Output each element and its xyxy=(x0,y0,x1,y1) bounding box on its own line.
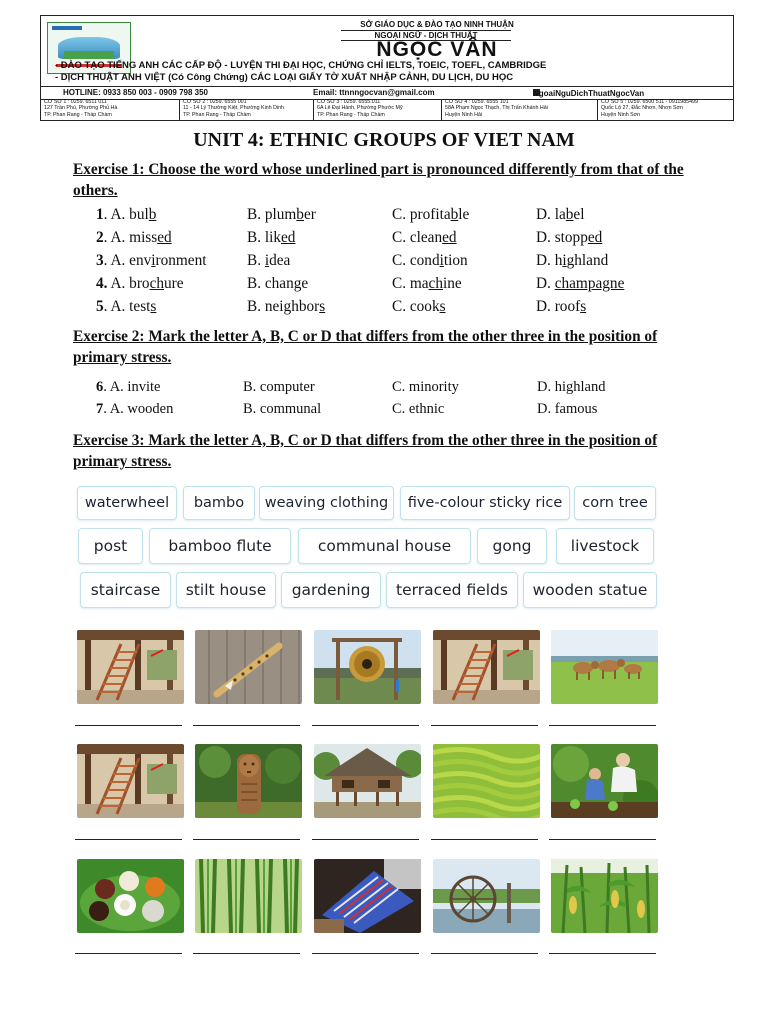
option-7-a[interactable]: 7. A. wooden xyxy=(96,401,174,417)
corn-tree-icon xyxy=(551,859,658,933)
question-number: 4. xyxy=(96,275,108,292)
letterhead xyxy=(40,15,734,121)
option-4-c[interactable]: C. machine xyxy=(392,275,462,292)
option-6-d[interactable]: D. highland xyxy=(537,379,606,395)
option-7-d[interactable]: D. famous xyxy=(537,401,598,417)
gong-icon xyxy=(314,630,421,704)
word-chip-post[interactable]: post xyxy=(78,528,143,564)
word-chip-communal-house[interactable]: communal house xyxy=(298,528,471,564)
facebook-name: NgoaiNguDichThuatNgocVan xyxy=(533,89,645,98)
question-number: 5 xyxy=(96,298,104,315)
contact-bar xyxy=(41,86,733,100)
option-1-c[interactable]: C. profitable xyxy=(392,206,470,223)
underlined-part: b xyxy=(148,206,157,223)
option-4-b[interactable]: B. change xyxy=(247,275,309,292)
underlined-part: i xyxy=(264,252,270,269)
word-chip-gardening[interactable]: gardening xyxy=(281,572,381,608)
option-1-d[interactable]: D. label xyxy=(536,206,585,223)
underlined-part: i xyxy=(151,252,156,269)
option-7-b[interactable]: B. communal xyxy=(243,401,322,417)
underlined-part: s xyxy=(319,298,326,315)
underlined-part: b xyxy=(565,206,574,223)
answer-blank[interactable] xyxy=(312,952,419,954)
office-3: CƠ SỞ 3 : 0259. 6555.011 6A Lê Đại Hành, Phường Phước Mỹ TP. Phan Rang - Tháp Chàm xyxy=(313,99,441,121)
answer-blank[interactable] xyxy=(549,952,656,954)
word-chip-staircase[interactable]: staircase xyxy=(80,572,171,608)
word-chip-wooden-statue[interactable]: wooden statue xyxy=(523,572,657,608)
office-list xyxy=(41,99,733,121)
option-3-d[interactable]: D. highland xyxy=(536,252,609,269)
underlined-part: ed xyxy=(281,229,296,246)
underlined-part: s xyxy=(150,298,157,315)
exercise-1-heading: Exercise 1: Choose the word whose underlined part is pronounced differently from that of the others. xyxy=(73,161,684,199)
livestock-icon xyxy=(551,630,658,704)
answer-blank[interactable] xyxy=(549,724,656,726)
answer-blank[interactable] xyxy=(431,838,538,840)
exercise-3-heading: Exercise 3: Mark the letter A, B, C or D that differs from the other three in the position of primary stress. xyxy=(73,432,658,470)
underlined-part: i xyxy=(562,252,567,269)
word-chip-bamboo-flute[interactable]: bamboo flute xyxy=(149,528,291,564)
header-department: SỞ GIÁO DỤC & ĐÀO TẠO NINH THUẬN xyxy=(360,20,514,29)
underlined-part: ed xyxy=(442,229,457,246)
weaving-loom-icon xyxy=(314,859,421,933)
header-brand: NGỌC VÂN xyxy=(376,38,498,61)
word-chip-five-colour-sticky-rice[interactable]: five-colour sticky rice xyxy=(400,486,570,520)
option-7-c[interactable]: C. ethnic xyxy=(392,401,445,417)
answer-blank[interactable] xyxy=(431,952,538,954)
terraced-fields-icon xyxy=(433,744,540,818)
office-1: CƠ SỞ 1 : 0259. 6511 011 127 Trần Phú, Phường Phủ Hà TP. Phan Rang - Tháp Chàm xyxy=(44,99,118,118)
answer-blank[interactable] xyxy=(549,838,656,840)
office-4: CƠ SỞ 4 : 0259. 6555 101 58A Phạm Ngọc Thạch, Thị Trấn Khánh Hải Huyện Ninh Hải xyxy=(441,99,597,121)
underlined-part: champagne xyxy=(554,275,625,292)
question-number: 6 xyxy=(96,379,104,395)
word-chip-corn-tree[interactable]: corn tree xyxy=(574,486,656,520)
underlined-part: s xyxy=(439,298,446,315)
hotline: HOTLINE: 0933 850 003 - 0909 798 350 xyxy=(63,88,208,97)
bamboo-flute-icon xyxy=(195,630,302,704)
option-2-a[interactable]: 2. A. missed xyxy=(96,229,172,246)
waterwheel-icon xyxy=(433,859,540,933)
option-3-b[interactable]: B. idea xyxy=(247,252,291,269)
underlined-part: i xyxy=(439,252,444,269)
exercise-2-heading: Exercise 2: Mark the letter A, B, C or D that differs from the other three in the position of primary stress. xyxy=(73,328,658,366)
header-subtitle: NGOẠI NGỮ - DỊCH THUẬT xyxy=(341,30,511,41)
option-1-a[interactable]: 1. A. bulb xyxy=(96,206,157,223)
office-2: CƠ SỞ 2 : 0259. 6555 001 11 - 14 Lý Thường Kiệt, Phường Kinh Dinh TP. Phan Rang - Tháp Chàm xyxy=(179,99,313,121)
answer-blank[interactable] xyxy=(75,952,182,954)
option-5-c[interactable]: C. cooks xyxy=(392,298,446,315)
question-number: 1 xyxy=(96,206,104,223)
office-5: CƠ SỞ 5 : 0259. 6500 511 - 0911985499 Quốc Lộ 27, Đắc Nhơn, Nhơn Sơn Huyện Ninh Sơn xyxy=(597,99,733,121)
underlined-part: b xyxy=(450,206,459,223)
answer-blank[interactable] xyxy=(312,724,419,726)
option-6-c[interactable]: C. minority xyxy=(392,379,459,395)
stilt-house-staircase-icon xyxy=(77,744,184,818)
option-5-d[interactable]: D. roofs xyxy=(536,298,587,315)
answer-blank[interactable] xyxy=(431,724,538,726)
header-services-line2: - DỊCH THUẬT ANH VIỆT (Có Công Chứng) CÁC LOẠI GIẤY TỜ XUẤT NHẬP CẢNH, DU LỊCH, DU HỌC xyxy=(55,72,514,83)
question-number: 2 xyxy=(96,229,104,246)
option-5-b[interactable]: B. neighbors xyxy=(247,298,326,315)
answer-blank[interactable] xyxy=(193,724,300,726)
underlined-part: b xyxy=(296,206,304,223)
stilt-house-staircase-icon xyxy=(77,630,184,704)
question-number: 7 xyxy=(96,401,104,417)
answer-blank[interactable] xyxy=(75,724,182,726)
word-chip-waterwheel[interactable]: waterwheel xyxy=(77,486,177,520)
word-chip-weaving-clothing[interactable]: weaving clothing xyxy=(259,486,394,520)
answer-blank[interactable] xyxy=(193,952,300,954)
page-title: UNIT 4: ETHNIC GROUPS OF VIET NAM xyxy=(193,129,575,151)
option-2-c[interactable]: C. cleaned xyxy=(392,229,457,246)
word-chip-stilt-house[interactable]: stilt house xyxy=(176,572,276,608)
word-chip-gong[interactable]: gong xyxy=(477,528,547,564)
sticky-rice-icon xyxy=(77,859,184,933)
option-5-a[interactable]: 5. A. tests xyxy=(96,298,157,315)
word-chip-terraced-fields[interactable]: terraced fields xyxy=(386,572,518,608)
option-2-b[interactable]: B. liked xyxy=(247,229,296,246)
option-3-c[interactable]: C. condition xyxy=(392,252,468,269)
email: Email: ttnnngocvan@gmail.com xyxy=(313,88,435,97)
underlined-part: ch xyxy=(428,275,443,292)
stilt-house-staircase-icon xyxy=(433,630,540,704)
wooden-statue-icon xyxy=(195,744,302,818)
option-4-a[interactable]: 4. A. brochure xyxy=(96,275,184,292)
answer-blank[interactable] xyxy=(193,838,300,840)
option-6-a[interactable]: 6. A. invite xyxy=(96,379,161,395)
option-1-b[interactable]: B. plumber xyxy=(247,206,316,223)
bamboo-forest-icon xyxy=(195,859,302,933)
underlined-part: s xyxy=(580,298,587,315)
option-2-d[interactable]: D. stopped xyxy=(536,229,603,246)
underlined-part: ch xyxy=(149,275,165,292)
question-number: 3 xyxy=(96,252,104,269)
word-chip-livestock[interactable]: livestock xyxy=(556,528,654,564)
option-3-a[interactable]: 3. A. environment xyxy=(96,252,207,269)
underlined-part: ed xyxy=(587,229,603,246)
option-6-b[interactable]: B. computer xyxy=(243,379,315,395)
underlined-part: ed xyxy=(157,229,172,246)
stilt-house-icon xyxy=(314,744,421,818)
answer-blank[interactable] xyxy=(312,838,419,840)
header-services-line1: - ĐÀO TẠO TIẾNG ANH CÁC CẤP ĐỘ - LUYỆN THI ĐẠI HỌC, CHỨNG CHỈ IELTS, TOEIC, TOEFL, CAMBRIDGE xyxy=(55,60,547,71)
word-chip-bambo[interactable]: bambo xyxy=(183,486,255,520)
gardening-icon xyxy=(551,744,658,818)
answer-blank[interactable] xyxy=(75,838,182,840)
option-4-d[interactable]: D. champagne xyxy=(536,275,625,292)
